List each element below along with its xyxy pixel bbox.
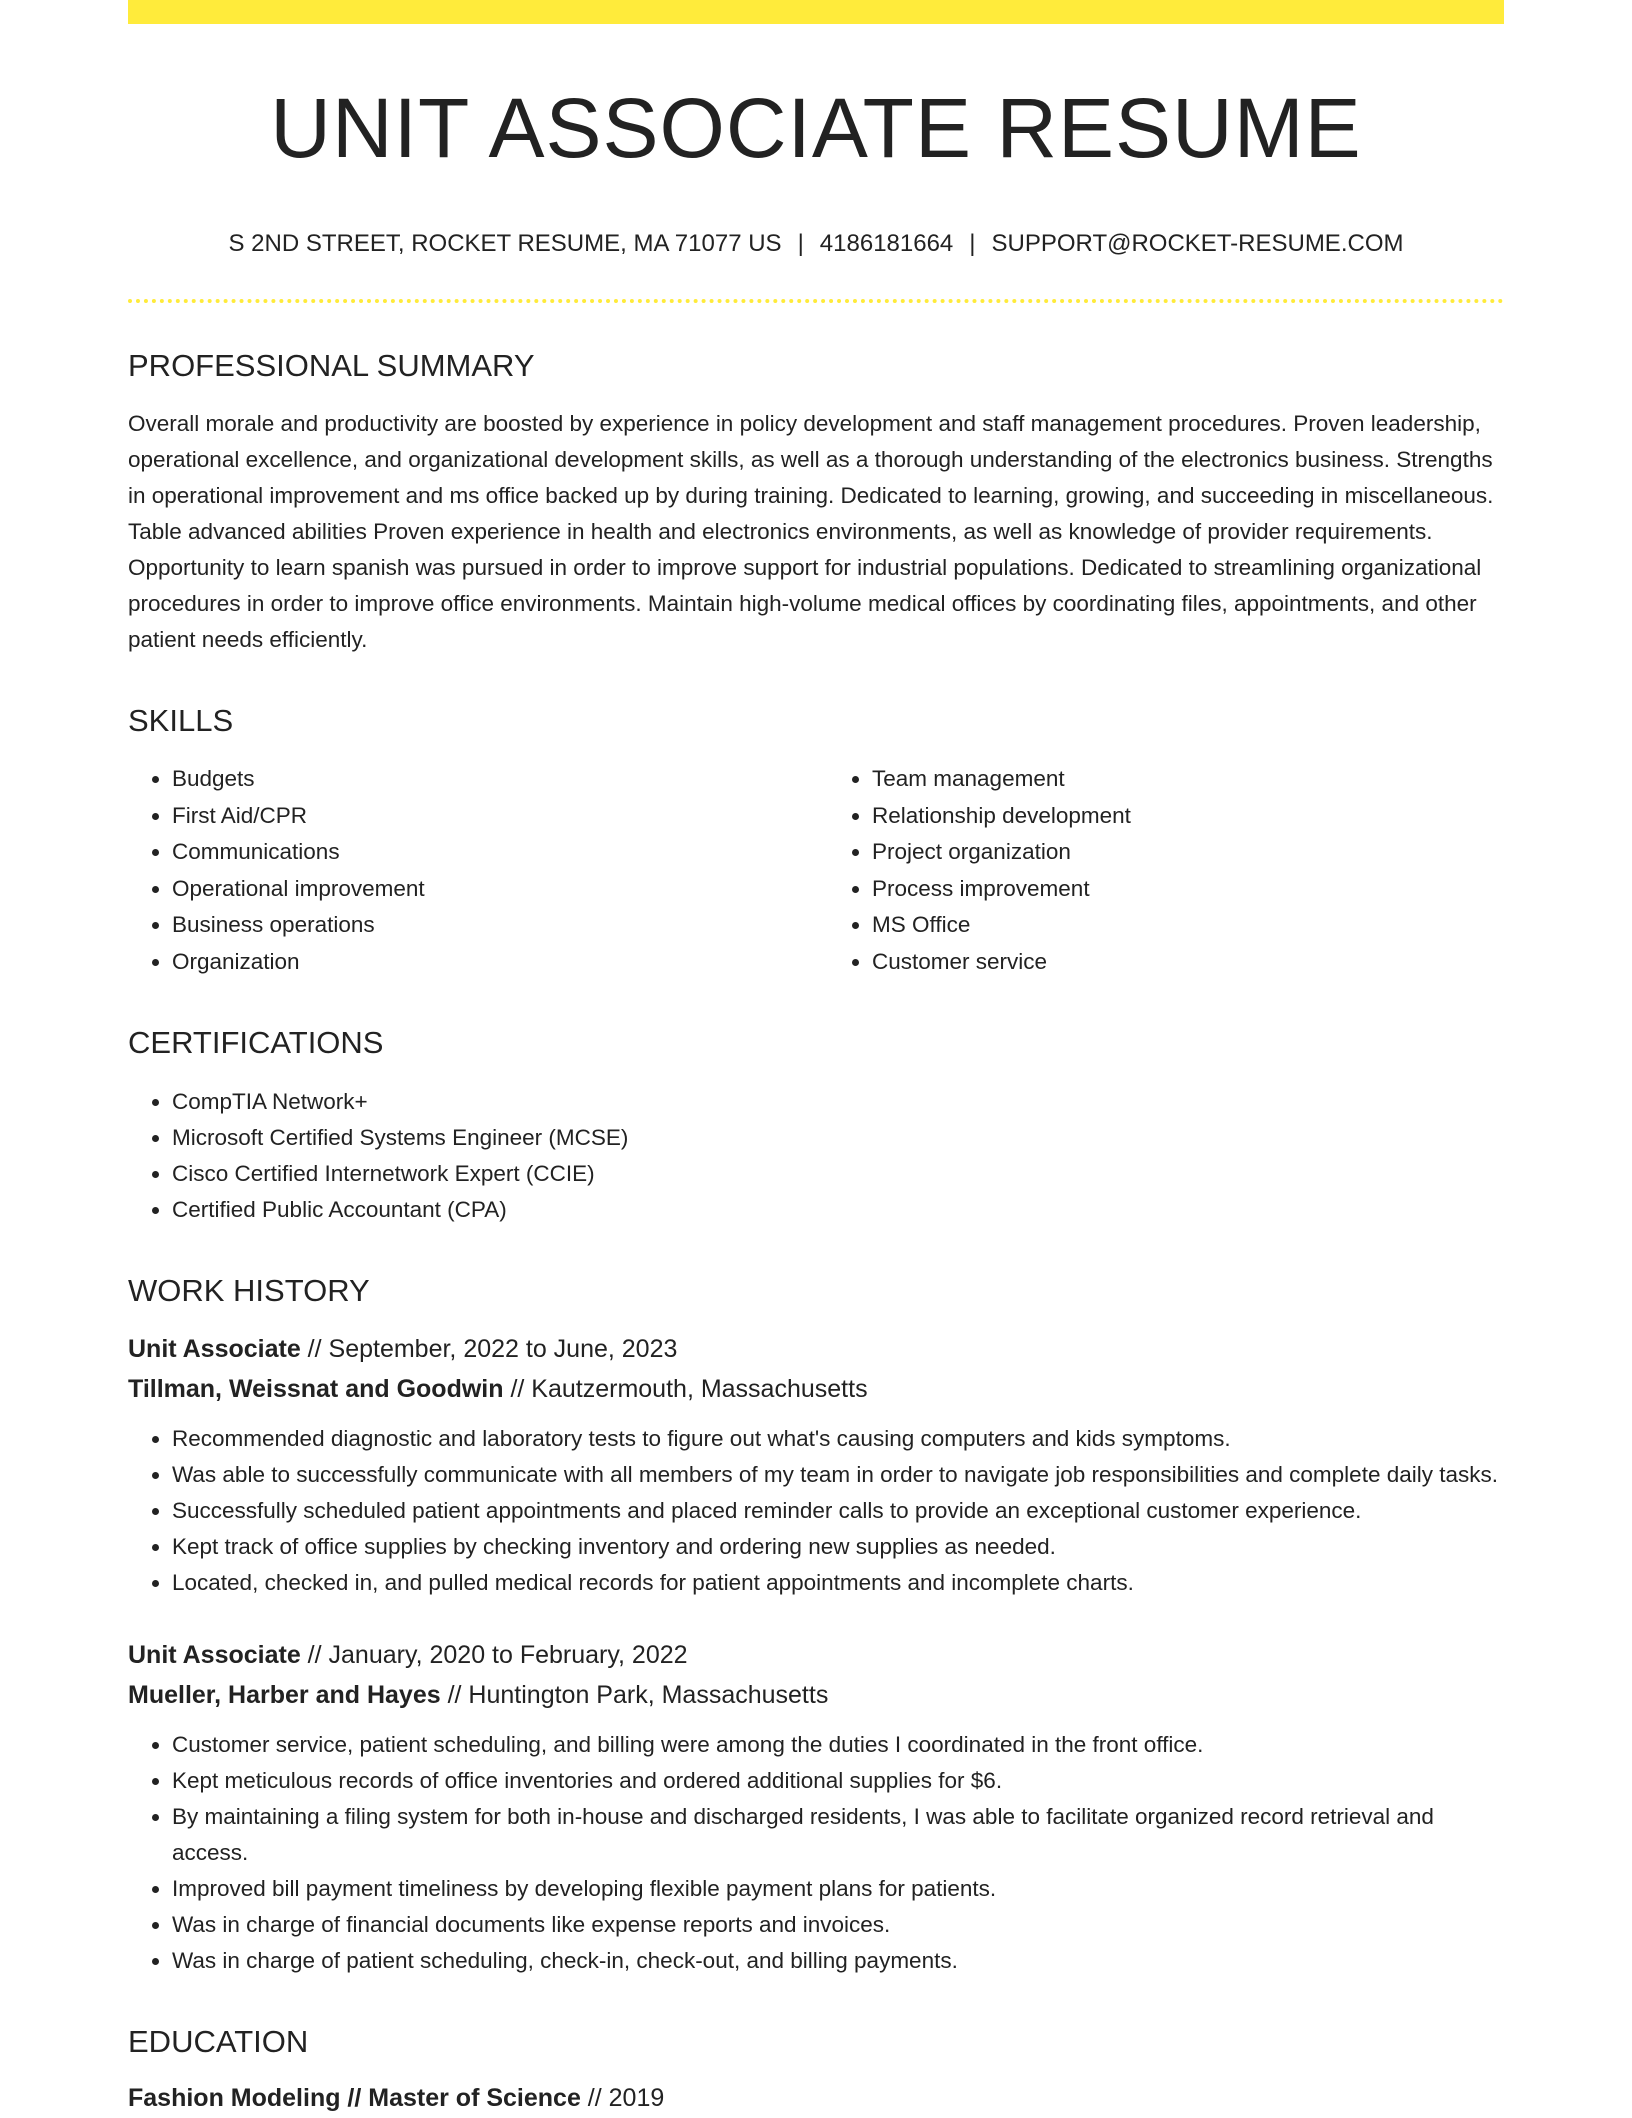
education-section [128, 2023, 1504, 2118]
certifications-section [128, 1024, 1504, 1227]
contact-address: S 2ND STREET, ROCKET RESUME, MA 71077 US [228, 230, 782, 258]
section-heading-education: EDUCATION [128, 2023, 309, 2059]
header-divider [128, 299, 1504, 303]
contact-email[interactable]: SUPPORT@ROCKET-RESUME.COM [991, 230, 1404, 258]
skill-item: • Organization [172, 944, 816, 981]
job-duty: • Was in charge of financial documents like expense reports and invoices. [172, 1907, 1504, 1943]
skill-item: • Communications [172, 834, 816, 871]
section-heading-certifications: CERTIFICATIONS [128, 1025, 384, 1061]
certifications-list [128, 1084, 1504, 1228]
skills-section [128, 702, 1504, 980]
skill-item: • First Aid/CPR [172, 798, 816, 835]
job-duty: • By maintaining a filing system for both in-house and discharged residents, I was able to facilitate organized record retrieval and access. [172, 1799, 1504, 1871]
section-heading-work-history: WORK HISTORY [128, 1272, 370, 1308]
certification-item: • CompTIA Network+ [172, 1084, 1504, 1120]
certification-item: • Cisco Certified Internetwork Expert (CCIE) [172, 1156, 1504, 1192]
job-location: // Kautzermouth, Massachusetts [503, 1374, 868, 1403]
summary-text: Overall morale and productivity are boosted by experience in policy development and staff management procedures. Proven leadership, operational excellence, and organizational development skills, as well as a thorough understanding of the electronics business. Strengths in operational improvement and ms office backed up by during training. Dedicated to learning, growing, and succeeding in miscellaneous. Table advanced abilities Proven experience in health and electronics environments, as well as knowledge of provider requirements. Opportunity to learn spanish was pursued in order to improve support for industrial populations. Dedicated to streamlining organizational procedures in order to improve office environments. Maintain high-volume medical offices by coordinating files, appointments, and other patient needs efficiently. [128, 411, 1494, 653]
job-company-line [128, 1675, 1504, 1715]
job-duty: • Recommended diagnostic and laboratory tests to figure out what's causing computers and kids symptoms. [172, 1421, 1504, 1457]
job-duties-list [128, 1727, 1504, 1979]
contact-separator: | [969, 230, 976, 258]
skill-item: • Team management [872, 761, 1504, 798]
skill-item: • Customer service [872, 944, 1504, 981]
work-history-section [128, 1272, 1504, 1979]
job-duty: • Located, checked in, and pulled medical records for patient appointments and incomplete charts. [172, 1565, 1504, 1601]
job-role: Unit Associate [128, 1334, 301, 1363]
job-dates: // January, 2020 to February, 2022 [300, 1640, 688, 1669]
education-degree: Fashion Modeling // Master of Science [128, 2083, 581, 2112]
job-duty: • Successfully scheduled patient appointments and placed reminder calls to provide an exceptional customer experience. [172, 1493, 1504, 1529]
certification-item: • Certified Public Accountant (CPA) [172, 1192, 1504, 1228]
skill-item: • Project organization [872, 834, 1504, 871]
job-company: Tillman, Weissnat and Goodwin [128, 1374, 504, 1403]
certification-item: • Microsoft Certified Systems Engineer (MCSE) [172, 1120, 1504, 1156]
job-duty: • Kept track of office supplies by checking inventory and ordering new supplies as needed. [172, 1529, 1504, 1565]
skills-list-right [816, 761, 1504, 980]
skill-item: • Business operations [172, 907, 816, 944]
contact-separator: | [797, 230, 804, 258]
section-heading-skills: SKILLS [128, 703, 234, 739]
skill-item: • Operational improvement [172, 871, 816, 908]
skill-item: • MS Office [872, 907, 1504, 944]
resume-page [128, 0, 1504, 2118]
job-location: // Huntington Park, Massachusetts [440, 1680, 829, 1709]
resume-title: UNIT ASSOCIATE RESUME [270, 81, 1362, 175]
job-entry [128, 1635, 1504, 1979]
top-accent-bar [128, 0, 1504, 24]
job-duty: • Customer service, patient scheduling, and billing were among the duties I coordinated in the front office. [172, 1727, 1504, 1763]
job-dates: // September, 2022 to June, 2023 [300, 1334, 678, 1363]
job-duty: • Kept meticulous records of office inventories and ordered additional supplies for $6. [172, 1763, 1504, 1799]
job-role: Unit Associate [128, 1640, 301, 1669]
professional-summary-section [128, 347, 1504, 658]
job-duty: • Was in charge of patient scheduling, check-in, check-out, and billing payments. [172, 1943, 1504, 1979]
section-heading-summary: PROFESSIONAL SUMMARY [128, 347, 535, 383]
contact-line [128, 230, 1504, 259]
job-company-line [128, 1369, 1504, 1409]
job-duty: • Was able to successfully communicate with all members of my team in order to navigate job responsibilities and complete daily tasks. [172, 1457, 1504, 1493]
job-title-line [128, 1635, 1504, 1675]
job-title-line [128, 1329, 1504, 1369]
contact-phone[interactable]: 4186181664 [819, 230, 954, 258]
skill-item: • Process improvement [872, 871, 1504, 908]
job-company: Mueller, Harber and Hayes [128, 1680, 441, 1709]
skills-list-left [128, 761, 816, 980]
job-duty: • Improved bill payment timeliness by developing flexible payment plans for patients. [172, 1871, 1504, 1907]
skill-item: • Budgets [172, 761, 816, 798]
job-entry [128, 1329, 1504, 1601]
education-year: // 2019 [580, 2083, 665, 2112]
skills-grid [128, 761, 1504, 980]
skill-item: • Relationship development [872, 798, 1504, 835]
job-duties-list [128, 1421, 1504, 1601]
